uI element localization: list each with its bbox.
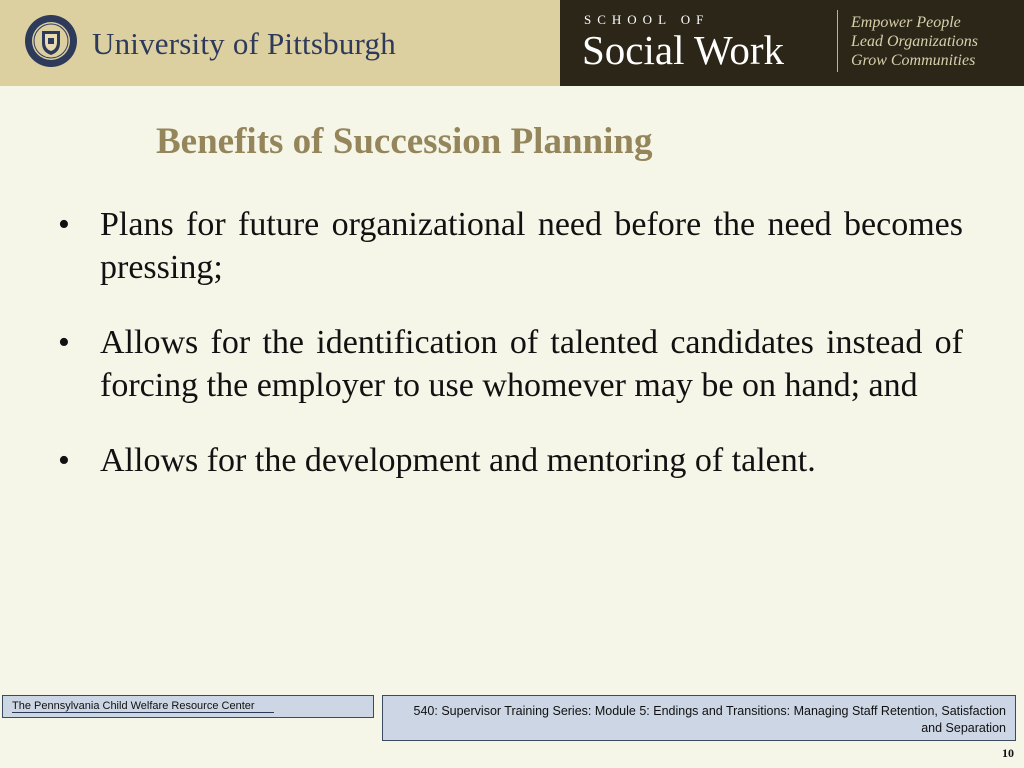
page-number: 10 <box>1002 746 1014 760</box>
slide-header <box>0 0 1024 86</box>
bullet-list <box>58 203 963 514</box>
bullet-dot-icon: • <box>58 206 70 243</box>
university-banner <box>0 0 560 86</box>
footer-organization-box <box>2 695 374 718</box>
header-divider <box>837 10 838 72</box>
bullet-text: Allows for the identification of talented candidates instead of forcing the employer to use whomever may be on hand; and <box>100 324 963 404</box>
university-name: University of Pittsburgh <box>92 26 396 61</box>
bullet-dot-icon: • <box>58 324 70 361</box>
footer-underline <box>12 712 274 713</box>
university-seal-icon <box>24 14 78 68</box>
bullet-dot-icon: • <box>58 442 70 479</box>
tagline <box>851 13 978 70</box>
tagline-line: Lead Organizations <box>851 33 978 50</box>
bullet-item <box>58 439 963 482</box>
footer-organization: The Pennsylvania Child Welfare Resource Center <box>12 700 255 712</box>
school-name: Social Work <box>582 27 785 73</box>
footer-course-title: 540: Supervisor Training Series: Module 5: Endings and Transitions: Managing Staff Retention, Satisfaction and Separation <box>413 704 1006 735</box>
footer-course-box <box>382 695 1016 741</box>
bullet-item <box>58 321 963 407</box>
bullet-text: Allows for the development and mentoring of talent. <box>100 442 816 479</box>
bullet-text: Plans for future organizational need before the need becomes pressing; <box>100 206 963 286</box>
school-of-label: SCHOOL OF <box>584 12 710 27</box>
slide-title: Benefits of Succession Planning <box>156 121 653 162</box>
tagline-line: Grow Communities <box>851 52 976 69</box>
bullet-item <box>58 203 963 289</box>
tagline-line: Empower People <box>851 14 961 31</box>
